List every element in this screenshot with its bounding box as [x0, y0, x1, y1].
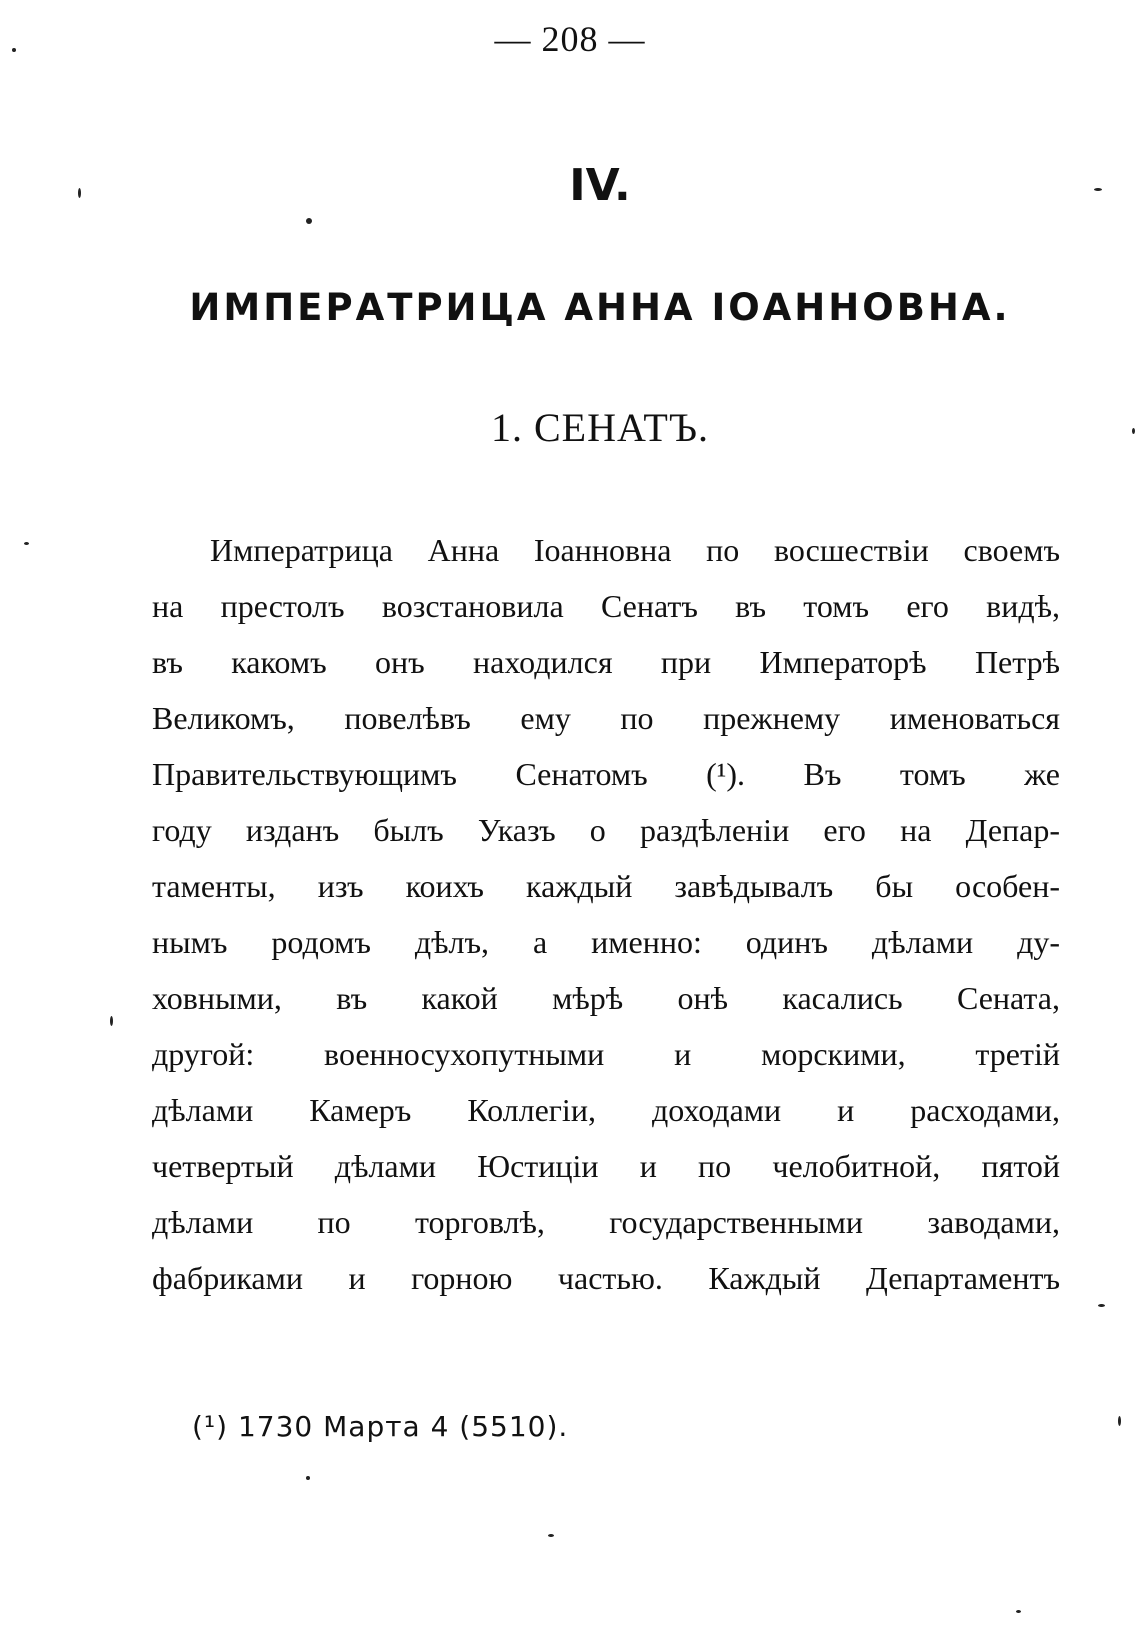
- body-line: четвертый дѣлами Юстиціи и по челобитной, пятой: [152, 1148, 1060, 1184]
- page-number: — 208 —: [494, 19, 646, 59]
- body-line: другой: военносухопутными и морскими, третій: [152, 1036, 1060, 1072]
- body-line: нымъ родомъ дѣлъ, а именно: одинъ дѣлами ду-: [152, 924, 1060, 960]
- scan-speck: [1094, 188, 1102, 191]
- scan-speck: [1118, 1416, 1121, 1426]
- scan-speck: [12, 48, 16, 52]
- scan-speck: [1132, 428, 1135, 434]
- scan-speck: [24, 542, 29, 545]
- body-line: таменты, изъ коихъ каждый завѣдывалъ бы особен-: [152, 868, 1060, 904]
- body-line: на престолъ возстановила Сенатъ въ томъ его видѣ,: [152, 588, 1060, 624]
- scan-speck: [78, 188, 81, 198]
- body-line: фабриками и горною частью. Каждый Департаментъ: [152, 1260, 1060, 1296]
- chapter-numeral: IV.: [569, 160, 631, 211]
- body-line: ховными, въ какой мѣрѣ онѣ касались Сената,: [152, 980, 1060, 1016]
- body-line: году изданъ былъ Указъ о раздѣленіи его на Депар-: [152, 812, 1060, 848]
- section-title: 1. СЕНАТЪ.: [490, 405, 710, 450]
- scan-speck: [548, 1534, 554, 1537]
- body-line: въ какомъ онъ находился при Императорѣ Петрѣ: [152, 644, 1060, 680]
- body-line: Великомъ, повелѣвъ ему по прежнему именоваться: [152, 700, 1060, 736]
- body-line: дѣлами по торговлѣ, государственными заводами,: [152, 1204, 1060, 1240]
- scan-speck: [110, 1016, 113, 1026]
- chapter-title: ИМПЕРАТРИЦА АННА ІОАННОВНА.: [189, 286, 1011, 329]
- body-line: Правительствующимъ Сенатомъ (¹). Въ томъ же: [152, 756, 1060, 792]
- scan-speck: [306, 218, 312, 224]
- body-text: [152, 522, 1060, 1306]
- body-line: дѣлами Камеръ Коллегіи, доходами и расходами,: [152, 1092, 1060, 1128]
- scan-speck: [1016, 1610, 1021, 1613]
- body-line: Императрица Анна Іоанновна по восшествіи своемъ: [210, 532, 1060, 568]
- scan-speck: [306, 1476, 310, 1480]
- scan-speck: [1098, 1304, 1105, 1307]
- footnote: (¹) 1730 Марта 4 (5510).: [192, 1410, 569, 1443]
